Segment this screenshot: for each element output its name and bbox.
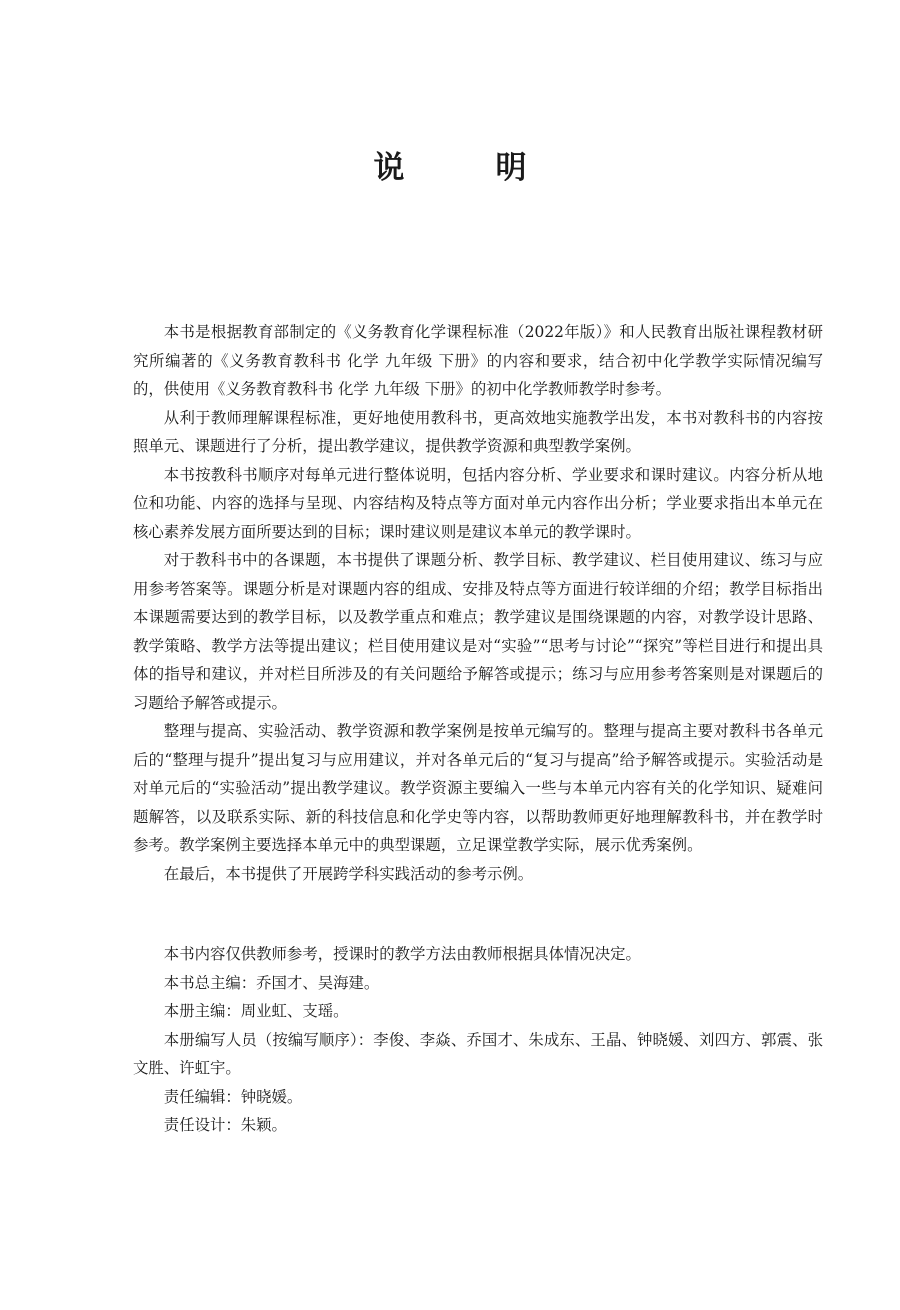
page-title: 说 明 xyxy=(373,150,557,186)
credit-line: 本书总主编：乔国才、吴海建。 xyxy=(163,973,380,992)
credits-section xyxy=(133,940,823,1140)
paragraph: 本书按教科书顺序对每单元进行整体说明，包括内容分析、学业要求和课时建议。内容分析从地位和功能、内容的选择与呈现、内容结构及特点等方面对单元内容作出分析；学业要求指出本单元在核心素养发展方面所要达到的目标；课时建议则是建议本单元的教学课时。 xyxy=(133,465,823,541)
credit-line: 本册编写人员（按编写顺序）：李俊、李焱、乔国才、朱成东、王晶、钟晓媛、刘四方、郭震、张文胜、许虹宇。 xyxy=(133,1030,823,1077)
paragraph: 对于教科书中的各课题，本书提供了课题分析、教学目标、教学建议、栏目使用建议、练习与应用参考答案等。课题分析是对课题内容的组成、安排及特点等方面进行较详细的介绍；教学目标指出本课题需要达到的教学目标，以及教学重点和难点；教学建议是围绕课题的内容，对教学设计思路、教学策略、教学方法等提出建议；栏目使用建议是对“实验”“思考与讨论”“探究”等栏目进行和提出具体的指导和建议，并对栏目所涉及的有关问题给予解答或提示；练习与应用参考答案则是对课题后的习题给予解答或提示。 xyxy=(133,551,823,712)
credit-line: 本书内容仅供教师参考，授课时的教学方法由教师根据具体情况决定。 xyxy=(163,945,641,963)
credit-line: 责任编辑：钟晓媛。 xyxy=(163,1087,303,1106)
body-text xyxy=(133,318,823,888)
paragraph: 在最后，本书提供了开展跨学科实践活动的参考示例。 xyxy=(163,864,534,883)
credit-line: 本册主编：周业虹、支瑶。 xyxy=(163,1002,349,1020)
credit-line: 责任设计：朱颖。 xyxy=(163,1116,287,1134)
paragraph: 从利于教师理解课程标准，更好地使用教科书，更高效地实施教学出发，本书对教科书的内容按照单元、课题进行了分析，提出教学建议，提供教学资源和典型教学案例。 xyxy=(133,408,823,455)
paragraph: 整理与提高、实验活动、教学资源和教学案例是按单元编写的。整理与提高主要对教科书各单元后的“整理与提升”提出复习与应用建议，并对各单元后的“复习与提高”给予解答或提示。实验活动是对单元后的“实验活动”提出教学建议。教学资源主要编入一些与本单元内容有关的化学知识、疑难问题解答，以及联系实际、新的科技信息和化学史等内容，以帮助教师更好地理解教科书，并在教学时参考。教学案例主要选择本单元中的典型课题，立足课堂教学实际，展示优秀案例。 xyxy=(133,722,823,854)
paragraph: 本书是根据教育部制定的《义务教育化学课程标准（2022年版）》和人民教育出版社课程教材研究所编著的《义务教育教科书 化学 九年级 下册》的内容和要求，结合初中化学教学实际情况编写的，供使用《义务教育教科书 化学 九年级 下册》的初中化学教师教学时参考。 xyxy=(133,323,823,398)
